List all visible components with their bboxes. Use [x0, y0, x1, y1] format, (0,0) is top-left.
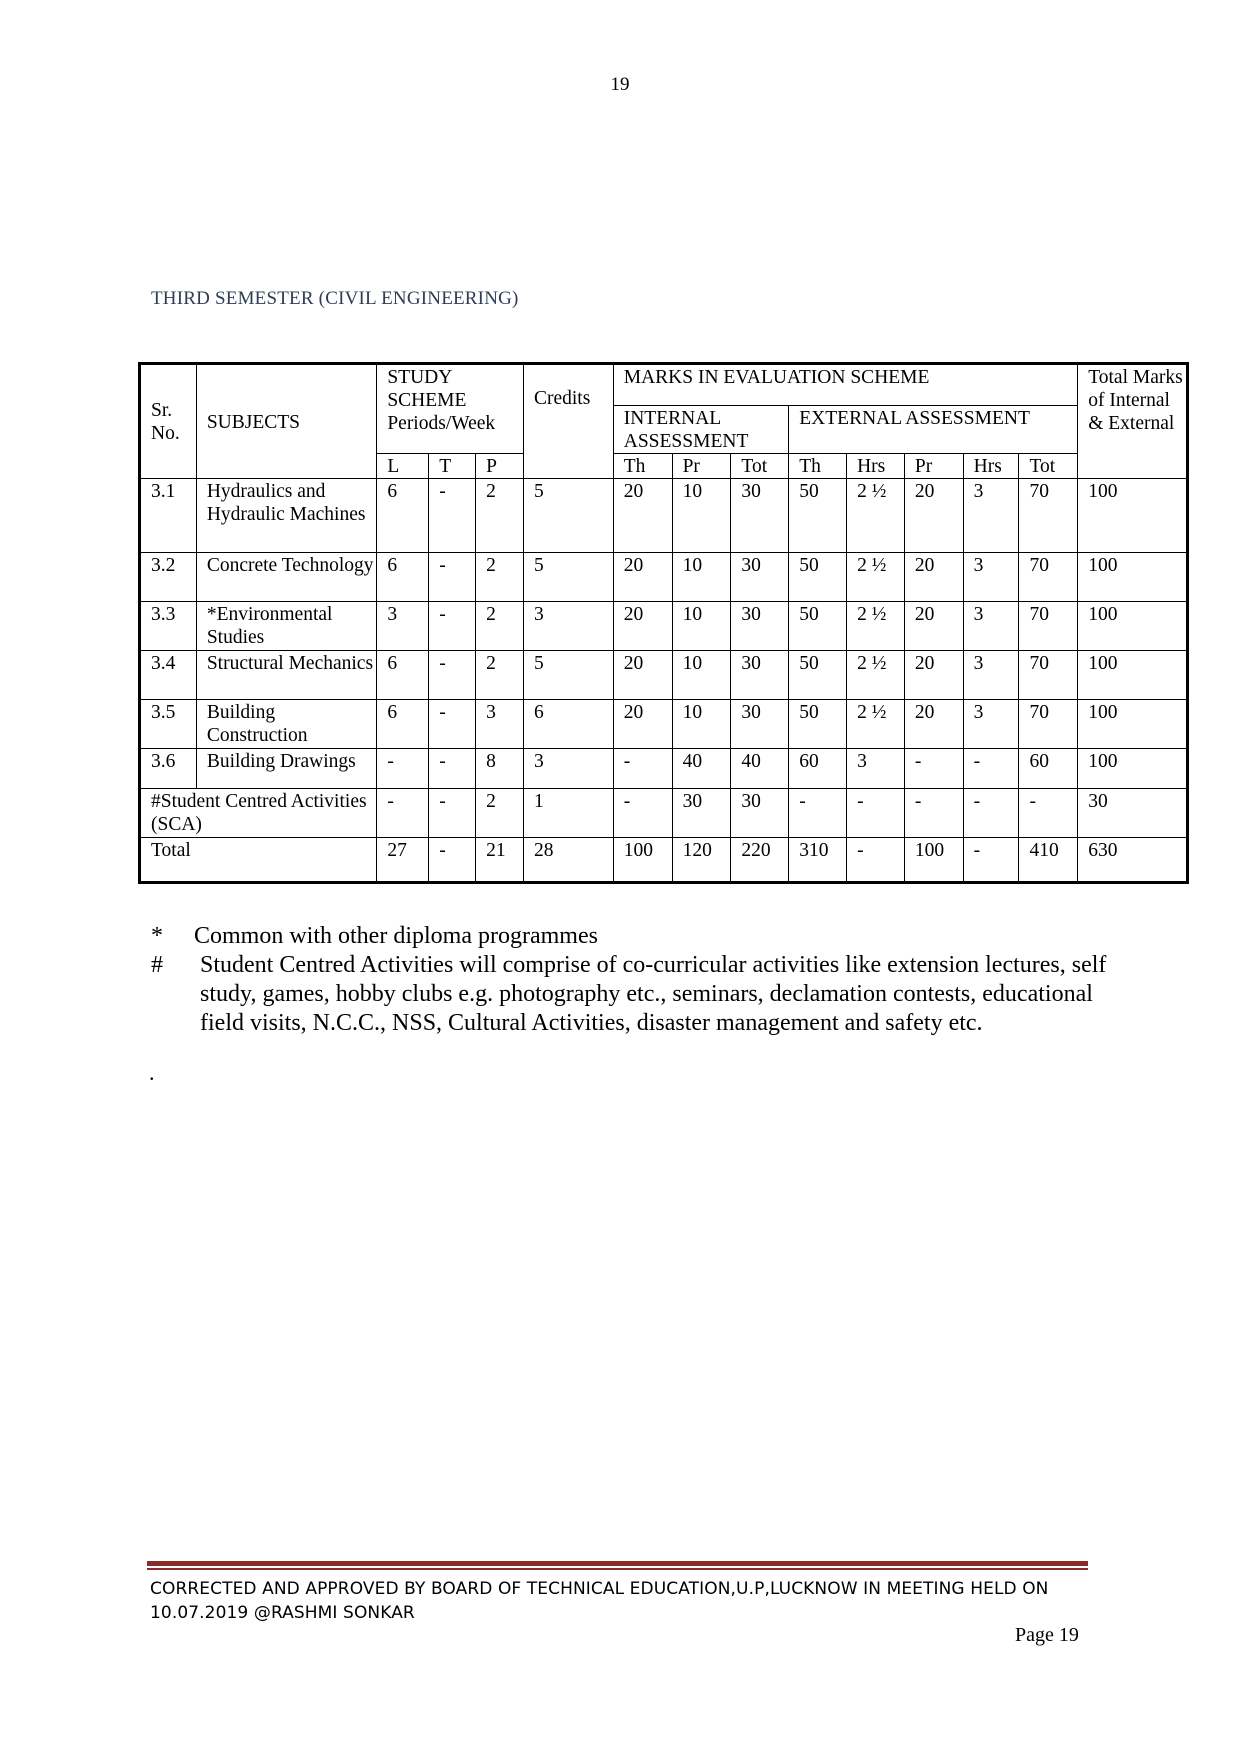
- table-row: [140, 553, 1188, 602]
- table-cell: 30: [731, 651, 789, 700]
- table-cell: -: [613, 789, 672, 838]
- table-cell: 27: [377, 838, 429, 883]
- table-cell: 40: [672, 749, 731, 789]
- table-cell: 5: [523, 479, 613, 553]
- table-cell: 2 ½: [847, 651, 905, 700]
- table-cell: 50: [789, 700, 847, 749]
- table-cell: -: [429, 602, 476, 651]
- header-int-pr: Pr: [672, 454, 731, 479]
- table-cell: 70: [1019, 602, 1078, 651]
- table-cell: 2: [476, 651, 524, 700]
- table-cell: Building Drawings: [196, 749, 377, 789]
- table-cell: 2 ½: [847, 700, 905, 749]
- header-study-scheme: STUDY SCHEME Periods/Week: [377, 364, 524, 454]
- table-cell: -: [429, 749, 476, 789]
- table-cell: -: [789, 789, 847, 838]
- table-cell: -: [963, 838, 1019, 883]
- table-cell: 70: [1019, 700, 1078, 749]
- table-row: [140, 700, 1188, 749]
- table-cell: 50: [789, 602, 847, 651]
- footer-page-number: Page 19: [1015, 1624, 1079, 1646]
- table-cell: 120: [672, 838, 731, 883]
- table-cell: 2 ½: [847, 553, 905, 602]
- table-cell: -: [429, 838, 476, 883]
- table-cell: 70: [1019, 651, 1078, 700]
- table-cell: 20: [904, 602, 963, 651]
- sca-row: [140, 789, 1188, 838]
- table-cell: -: [429, 553, 476, 602]
- footer-divider: [147, 1561, 1088, 1566]
- table-cell: #Student Centred Activities (SCA): [140, 789, 377, 838]
- table-cell: 2: [476, 479, 524, 553]
- table-cell: 28: [523, 838, 613, 883]
- table-cell: -: [847, 789, 905, 838]
- table-cell: 3: [476, 700, 524, 749]
- table-cell: 20: [904, 553, 963, 602]
- header-internal-assessment: INTERNAL ASSESSMENT: [613, 406, 789, 454]
- table-cell: 20: [613, 651, 672, 700]
- table-cell: 3: [523, 602, 613, 651]
- table-cell: 5: [523, 553, 613, 602]
- header-credits: Credits: [523, 364, 613, 479]
- table-cell: -: [429, 700, 476, 749]
- table-cell: 3: [963, 479, 1019, 553]
- header-external-assessment: EXTERNAL ASSESSMENT: [789, 406, 1078, 454]
- table-cell: 20: [613, 602, 672, 651]
- table-cell: 10: [672, 602, 731, 651]
- trailing-dot: .: [149, 1060, 155, 1085]
- header-marks-scheme: MARKS IN EVALUATION SCHEME: [613, 364, 1077, 406]
- table-cell: -: [847, 838, 905, 883]
- footnote-symbol: #: [151, 952, 163, 978]
- table-cell: 6: [523, 700, 613, 749]
- header-sr-no: Sr. No.: [140, 364, 197, 479]
- table-cell: 410: [1019, 838, 1078, 883]
- footnotes: [151, 922, 1111, 1038]
- table-row: [140, 749, 1188, 789]
- footnote-common: [151, 922, 1111, 951]
- table-cell: 2: [476, 553, 524, 602]
- section-title: THIRD SEMESTER (CIVIL ENGINEERING): [151, 288, 519, 309]
- table-cell: 10: [672, 651, 731, 700]
- footnote-text: Common with other diploma programmes: [194, 923, 598, 949]
- table-cell: -: [613, 749, 672, 789]
- table-cell: 30: [672, 789, 731, 838]
- table-cell: -: [963, 749, 1019, 789]
- table-cell: 10: [672, 700, 731, 749]
- table-cell: Building Construction: [196, 700, 377, 749]
- table-cell: 3: [377, 602, 429, 651]
- footnote-sca: [151, 951, 1111, 1038]
- table-cell: 2 ½: [847, 602, 905, 651]
- table-cell: 100: [1078, 651, 1188, 700]
- header-int-th: Th: [613, 454, 672, 479]
- header-ext-th: Th: [789, 454, 847, 479]
- table-cell: -: [963, 789, 1019, 838]
- header-ext-hrs: Hrs: [963, 454, 1019, 479]
- table-cell: Concrete Technology: [196, 553, 377, 602]
- table-cell: 3: [847, 749, 905, 789]
- table-cell: 3.4: [140, 651, 197, 700]
- table-cell: -: [429, 651, 476, 700]
- table-cell: 20: [904, 700, 963, 749]
- header-subjects: SUBJECTS: [196, 364, 377, 479]
- table-cell: 20: [613, 479, 672, 553]
- table-cell: 6: [377, 700, 429, 749]
- table-cell: 40: [731, 749, 789, 789]
- table-cell: 100: [1078, 602, 1188, 651]
- table-cell: 21: [476, 838, 524, 883]
- table-cell: 6: [377, 479, 429, 553]
- table-cell: 6: [377, 553, 429, 602]
- table-cell: 3.5: [140, 700, 197, 749]
- table-cell: 3.2: [140, 553, 197, 602]
- footer-approval-text: CORRECTED AND APPROVED BY BOARD OF TECHNICAL EDUCATION,U.P,LUCKNOW IN MEETING HELD ON 10.07.2019 @RASHMI SONKAR: [150, 1579, 1049, 1623]
- table-cell: -: [429, 789, 476, 838]
- table-row: [140, 479, 1188, 553]
- table-cell: 20: [613, 553, 672, 602]
- table-cell: *Environmental Studies: [196, 602, 377, 651]
- table-cell: 3: [523, 749, 613, 789]
- page-number-top: 19: [610, 74, 630, 95]
- table-cell: 10: [672, 479, 731, 553]
- table-cell: 100: [1078, 479, 1188, 553]
- table-cell: Hydraulics and Hydraulic Machines: [196, 479, 377, 553]
- table-cell: -: [429, 479, 476, 553]
- table-cell: 30: [731, 553, 789, 602]
- header-row-1: [140, 364, 1188, 406]
- table-cell: 10: [672, 553, 731, 602]
- table-cell: 2: [476, 602, 524, 651]
- table-cell: 20: [904, 479, 963, 553]
- table-cell: 3: [963, 700, 1019, 749]
- table-cell: 20: [904, 651, 963, 700]
- table-cell: 3.6: [140, 749, 197, 789]
- table-cell: 8: [476, 749, 524, 789]
- table-cell: 30: [1078, 789, 1188, 838]
- evaluation-scheme-table: [138, 362, 1189, 884]
- table-cell: Total: [140, 838, 377, 883]
- table-cell: 20: [613, 700, 672, 749]
- table-cell: 50: [789, 479, 847, 553]
- table-cell: -: [1019, 789, 1078, 838]
- table-cell: 50: [789, 651, 847, 700]
- table-cell: 100: [1078, 553, 1188, 602]
- table-cell: 100: [613, 838, 672, 883]
- table-cell: -: [904, 749, 963, 789]
- table-cell: 2: [476, 789, 524, 838]
- header-ext-pr: Pr: [904, 454, 963, 479]
- table-cell: -: [377, 789, 429, 838]
- footnote-text: Student Centred Activities will comprise of co-curricular activities like extension lectures, self study, games, hobby clubs e.g. photography etc., seminars, declamation contests, educational field visits, N.C.C., NSS, Cultural Activities, disaster management and safety etc.: [200, 952, 1107, 1036]
- table-cell: -: [377, 749, 429, 789]
- table-cell: 630: [1078, 838, 1188, 883]
- total-row: [140, 838, 1188, 883]
- table-cell: 220: [731, 838, 789, 883]
- table-cell: -: [904, 789, 963, 838]
- table-row: [140, 602, 1188, 651]
- table-cell: 3: [963, 602, 1019, 651]
- table-cell: 5: [523, 651, 613, 700]
- table-cell: 30: [731, 602, 789, 651]
- table-cell: 6: [377, 651, 429, 700]
- table-cell: 3.3: [140, 602, 197, 651]
- table-cell: 100: [904, 838, 963, 883]
- table-cell: 1: [523, 789, 613, 838]
- table-cell: 2 ½: [847, 479, 905, 553]
- table-cell: 100: [1078, 700, 1188, 749]
- table-cell: 100: [1078, 749, 1188, 789]
- table-cell: 3: [963, 553, 1019, 602]
- header-p: P: [476, 454, 524, 479]
- table-cell: 60: [789, 749, 847, 789]
- table-row: [140, 651, 1188, 700]
- table-cell: 60: [1019, 749, 1078, 789]
- table-cell: 30: [731, 789, 789, 838]
- header-int-tot: Tot: [731, 454, 789, 479]
- table-cell: Structural Mechanics: [196, 651, 377, 700]
- header-t: T: [429, 454, 476, 479]
- table-cell: 310: [789, 838, 847, 883]
- table-cell: 3: [963, 651, 1019, 700]
- footer-divider: [147, 1568, 1088, 1570]
- header-total-marks: Total Marks of Internal & External: [1078, 364, 1188, 479]
- table-cell: 70: [1019, 479, 1078, 553]
- table-cell: 3.1: [140, 479, 197, 553]
- table-cell: 30: [731, 700, 789, 749]
- header-l: L: [377, 454, 429, 479]
- table-cell: 50: [789, 553, 847, 602]
- header-ext-tot: Tot: [1019, 454, 1078, 479]
- footnote-symbol: *: [151, 923, 163, 949]
- table-cell: 30: [731, 479, 789, 553]
- table-cell: 70: [1019, 553, 1078, 602]
- header-ext-hrs: Hrs: [847, 454, 905, 479]
